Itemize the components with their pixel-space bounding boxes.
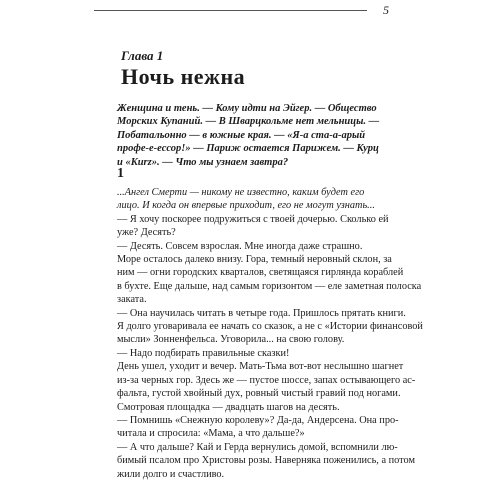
- body-line: Море осталось далеко внизу. Гора, темный неровный склон, за: [117, 254, 392, 266]
- epigraph-line: Женщина и тень. — Кому идти на Эйгер. — Общество: [117, 103, 377, 114]
- body-line: День ушел, уходит и вечер. Мать-Тьма вот-вот неслышно шагнет: [117, 361, 404, 373]
- body-line: мысли» Зонненфельса. Уговорила... на свою голову.: [117, 334, 345, 346]
- epigraph-line: и «Kurz». — Что мы узнаем завтра?: [117, 156, 289, 168]
- chapter-title: Ночь нежна: [121, 64, 246, 89]
- body-line: — Я хочу поскорее подружиться с твоей дочерью. Сколько ей: [117, 213, 389, 225]
- body-line: читала и спросила: «Мама, а что дальше?»: [117, 428, 305, 440]
- chapter-label: Глава 1: [121, 48, 164, 63]
- header-rule: [94, 10, 367, 11]
- body-line: Я долго уговаривала ее начать со сказок, а не с «Истории финансовой: [117, 321, 423, 333]
- page-number: 5: [383, 3, 389, 17]
- body-line: Смотровая площадка — двадцать шагов на десять.: [117, 401, 340, 413]
- section-number: 1: [117, 166, 124, 181]
- body-line: из-за черных гор. Здесь же — пустое шоссе, запах остывающего ас-: [117, 374, 416, 386]
- body-line: — А что дальше? Кай и Герда вернулись домой, вспомнили лю-: [117, 441, 398, 453]
- body-line: уже? Десять?: [117, 227, 176, 239]
- body-text: [117, 186, 423, 481]
- body-line: лицо. И когда он впервые приходит, его не могут узнать...: [117, 200, 375, 212]
- body-line: — Помнишь «Снежную королеву»? Да-да, Андерсена. Она про-: [117, 414, 399, 426]
- body-line: жили долго и счастливо.: [117, 468, 225, 480]
- chapter-epigraph: [117, 102, 392, 169]
- body-line: фальта, густой хвойный дух, ровный чистый гравий под ногами.: [117, 388, 401, 400]
- body-line: — Надо подбирать правильные сказки!: [117, 347, 290, 359]
- body-line: бимый псалом про Христовы розы. Наверняка поженились, а потом: [117, 455, 415, 467]
- epigraph-line: профе-е-ессор!» — Париж остается Парижем. — Курц: [117, 143, 379, 155]
- epigraph-line: Морских Купаний. — В Шварцкольме нет мельницы. —: [117, 116, 380, 128]
- body-line: заката.: [117, 294, 147, 306]
- body-line: — Она научилась читать в четыре года. Пришлось прятать книги.: [117, 307, 406, 319]
- body-line: — Десять. Совсем взрослая. Мне иногда даже страшно.: [117, 240, 363, 252]
- body-line: ним — огни городских кварталов, светящаяся гирлянда кораблей: [117, 267, 404, 279]
- epigraph-line: Побатальонно — в южные края. — «Я-а ста-а-арый: [117, 129, 366, 141]
- body-line: в бухте. Еще дальше, над самым горизонтом — еле заметная полоска: [117, 280, 422, 292]
- body-line: ...Ангел Смерти — никому не известно, каким будет его: [117, 187, 365, 198]
